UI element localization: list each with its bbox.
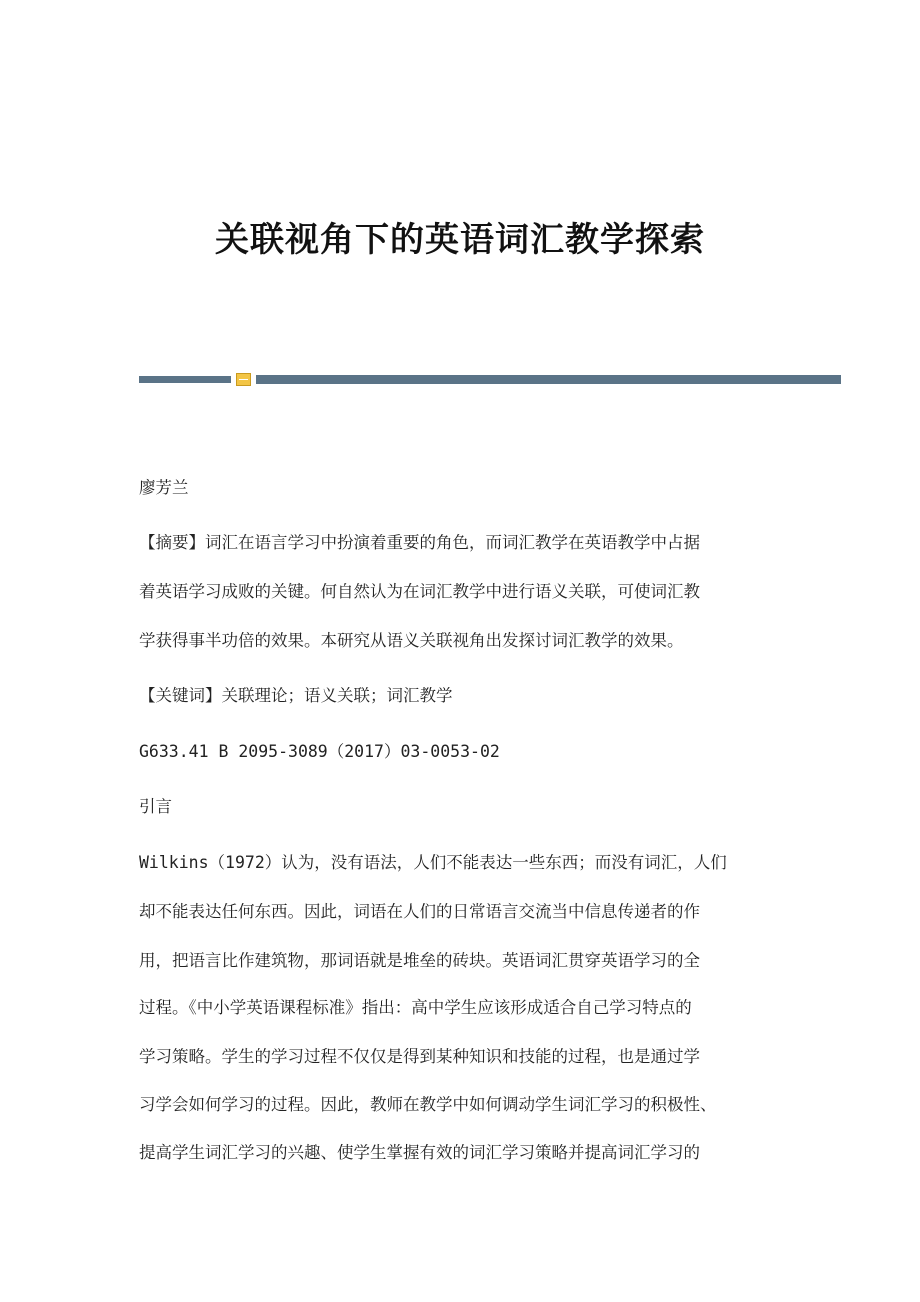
author-name: 廖芳兰 bbox=[139, 478, 189, 497]
section-heading: 引言 bbox=[139, 797, 172, 816]
title-divider-right bbox=[256, 375, 841, 384]
classification-code: G633.41 B 2095-3089（2017）03-0053-02 bbox=[139, 742, 500, 761]
intro-line: 提高学生词汇学习的兴趣、使学生掌握有效的词汇学习策略并提高词汇学习的 bbox=[139, 1143, 700, 1162]
keywords-line: 【关键词】关联理论；语义关联；词汇教学 bbox=[139, 686, 453, 705]
divider-ornament-icon bbox=[236, 373, 251, 386]
intro-line: Wilkins（1972）认为，没有语法，人们不能表达一些东西；而没有词汇，人们 bbox=[139, 853, 727, 872]
intro-line: 学习策略。学生的学习过程不仅仅是得到某种知识和技能的过程，也是通过学 bbox=[139, 1047, 700, 1066]
title-divider-left bbox=[139, 376, 231, 383]
intro-line: 却不能表达任何东西。因此，词语在人们的日常语言交流当中信息传递者的作 bbox=[139, 902, 700, 921]
intro-line: 过程。《中小学英语课程标准》指出：高中学生应该形成适合自己学习特点的 bbox=[139, 998, 692, 1017]
intro-line: 用，把语言比作建筑物，那词语就是堆垒的砖块。英语词汇贯穿英语学习的全 bbox=[139, 951, 700, 970]
abstract-line: 学获得事半功倍的效果。本研究从语义关联视角出发探讨词汇教学的效果。 bbox=[139, 631, 684, 650]
abstract-line: 【摘要】词汇在语言学习中扮演着重要的角色，而词汇教学在英语教学中占据 bbox=[139, 533, 700, 552]
intro-line: 习学会如何学习的过程。因此，教师在教学中如何调动学生词汇学习的积极性、 bbox=[139, 1095, 717, 1114]
document-title: 关联视角下的英语词汇教学探索 bbox=[215, 220, 705, 260]
abstract-line: 着英语学习成败的关键。何自然认为在词汇教学中进行语义关联，可使词汇教 bbox=[139, 582, 700, 601]
